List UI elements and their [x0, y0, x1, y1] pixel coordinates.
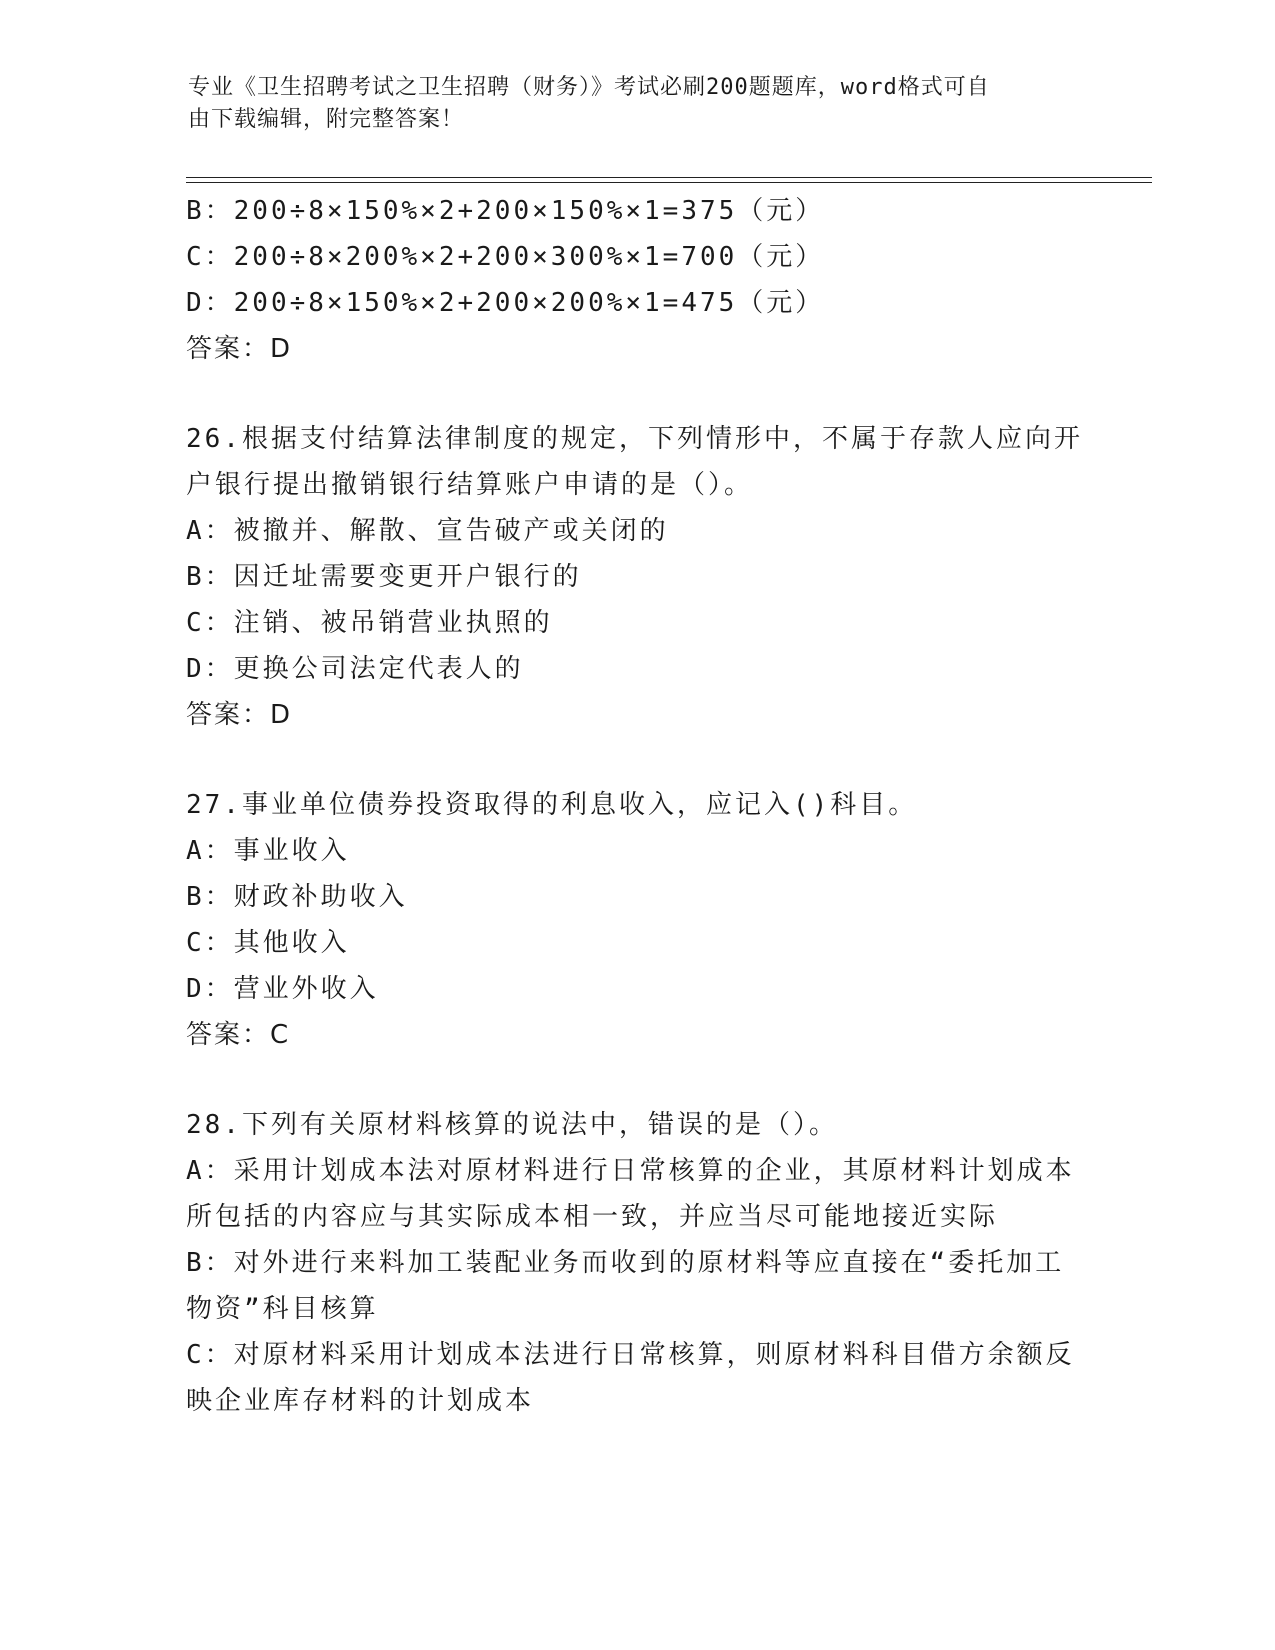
- option-c-continued: 映企业库存材料的计划成本: [186, 1386, 535, 1416]
- question-stem-continued: 户银行提出撤销银行结算账户申请的是（）。: [186, 470, 754, 500]
- option-a-continued: 所包括的内容应与其实际成本相一致，并应当尽可能地接近实际: [186, 1202, 999, 1232]
- question-stem: 27.事业单位债券投资取得的利息收入，应记入()科目。: [186, 790, 918, 820]
- question-stem: 26.根据支付结算法律制度的规定，下列情形中，不属于存款人应向开: [186, 424, 1083, 454]
- option-a: A：采用计划成本法对原材料进行日常核算的企业，其原材料计划成本: [186, 1156, 1075, 1186]
- option-c: C：其他收入: [186, 928, 350, 958]
- option-b: B：200÷8×150%×2+200×150%×1=375（元）: [186, 196, 825, 226]
- option-b-continued: 物资”科目核算: [186, 1294, 379, 1324]
- option-a: A：事业收入: [186, 836, 350, 866]
- option-a: A：被撤并、解散、宣告破产或关闭的: [186, 516, 669, 546]
- header-line-1: 专业《卫生招聘考试之卫生招聘（财务）》考试必刷200题题库，word格式可自: [188, 75, 990, 100]
- option-d: D：200÷8×150%×2+200×200%×1=475（元）: [186, 288, 825, 318]
- header-line-2: 由下载编辑，附完整答案！: [188, 107, 465, 132]
- question-26: [186, 416, 1086, 738]
- option-c: C：注销、被吊销营业执照的: [186, 608, 553, 638]
- answer: 答案：D: [186, 334, 293, 364]
- option-c: C：200÷8×200%×2+200×300%×1=700（元）: [186, 242, 825, 272]
- option-d: D：营业外收入: [186, 974, 379, 1004]
- spacer: [186, 1058, 1086, 1102]
- spacer: [186, 738, 1086, 782]
- option-b: B：因迁址需要变更开户银行的: [186, 562, 582, 592]
- option-c: C：对原材料采用计划成本法进行日常核算，则原材料科目借方余额反: [186, 1340, 1075, 1370]
- document-header: [188, 72, 1068, 136]
- option-d: D：更换公司法定代表人的: [186, 654, 524, 684]
- answer: 答案：C: [186, 1020, 291, 1050]
- question-25-tail: [186, 188, 1086, 372]
- answer: 答案：D: [186, 700, 293, 730]
- header-divider: [186, 177, 1152, 183]
- spacer: [186, 372, 1086, 416]
- option-b: B：财政补助收入: [186, 882, 408, 912]
- question-content: [186, 188, 1086, 1424]
- question-27: [186, 782, 1086, 1058]
- question-28: [186, 1102, 1086, 1424]
- question-stem: 28.下列有关原材料核算的说法中，错误的是（）。: [186, 1110, 838, 1140]
- option-b: B：对外进行来料加工装配业务而收到的原材料等应直接在“委托加工: [186, 1248, 1065, 1278]
